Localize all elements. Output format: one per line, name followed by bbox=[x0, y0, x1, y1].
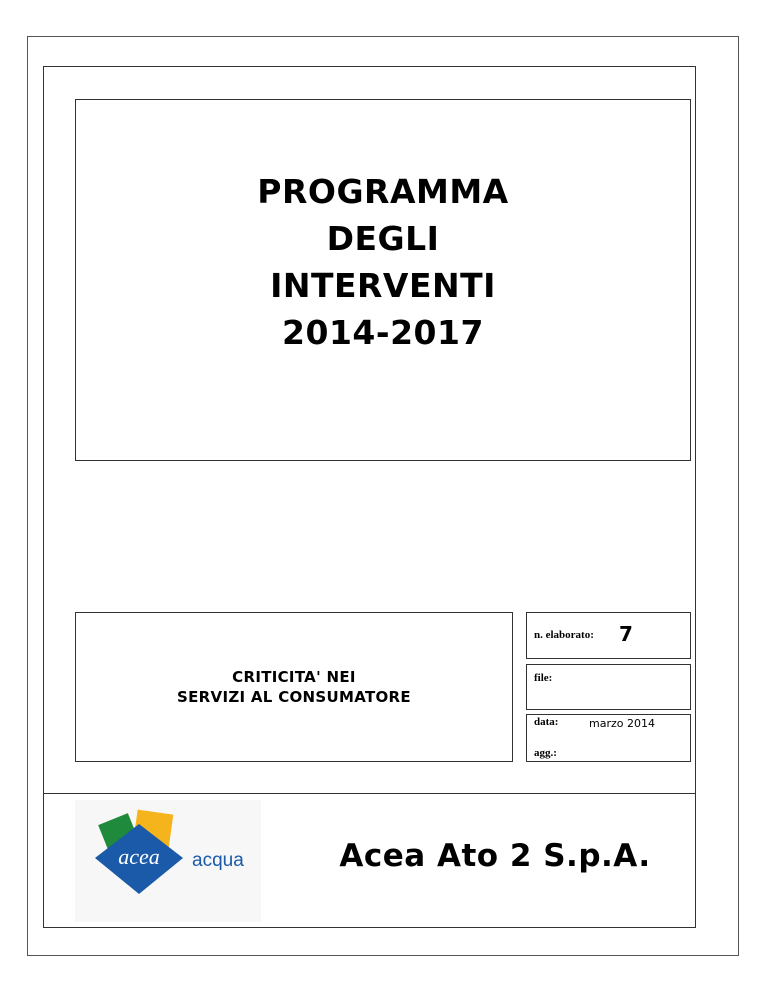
elaborato-value: 7 bbox=[619, 622, 633, 646]
acea-logo-graphic bbox=[75, 800, 261, 922]
acea-logo bbox=[75, 800, 261, 922]
subject-line-2: SERVIZI AL CONSUMATORE bbox=[177, 688, 411, 706]
subject-line-1: CRITICITA' NEI bbox=[232, 668, 356, 686]
agg-label: agg.: bbox=[534, 747, 557, 759]
data-label: data: bbox=[534, 716, 559, 728]
title-line-4: 2014-2017 bbox=[282, 313, 484, 352]
logo-acea-text: acea bbox=[118, 844, 160, 869]
date-box bbox=[526, 714, 691, 762]
title-line-1: PROGRAMMA bbox=[257, 172, 509, 211]
document-subject bbox=[177, 667, 411, 707]
title-line-3: INTERVENTI bbox=[270, 266, 496, 305]
elaborato-box bbox=[526, 612, 691, 659]
file-box bbox=[526, 664, 691, 710]
file-label: file: bbox=[534, 672, 553, 684]
title-box bbox=[75, 99, 691, 461]
title-line-2: DEGLI bbox=[326, 219, 440, 258]
subject-box bbox=[75, 612, 513, 762]
document-title bbox=[257, 168, 508, 356]
footer-divider bbox=[43, 793, 696, 794]
data-value: marzo 2014 bbox=[589, 717, 655, 730]
elaborato-label: n. elaborato: bbox=[534, 629, 594, 641]
logo-acqua-text: acqua bbox=[192, 850, 244, 871]
company-name: Acea Ato 2 S.p.A. bbox=[339, 838, 651, 874]
